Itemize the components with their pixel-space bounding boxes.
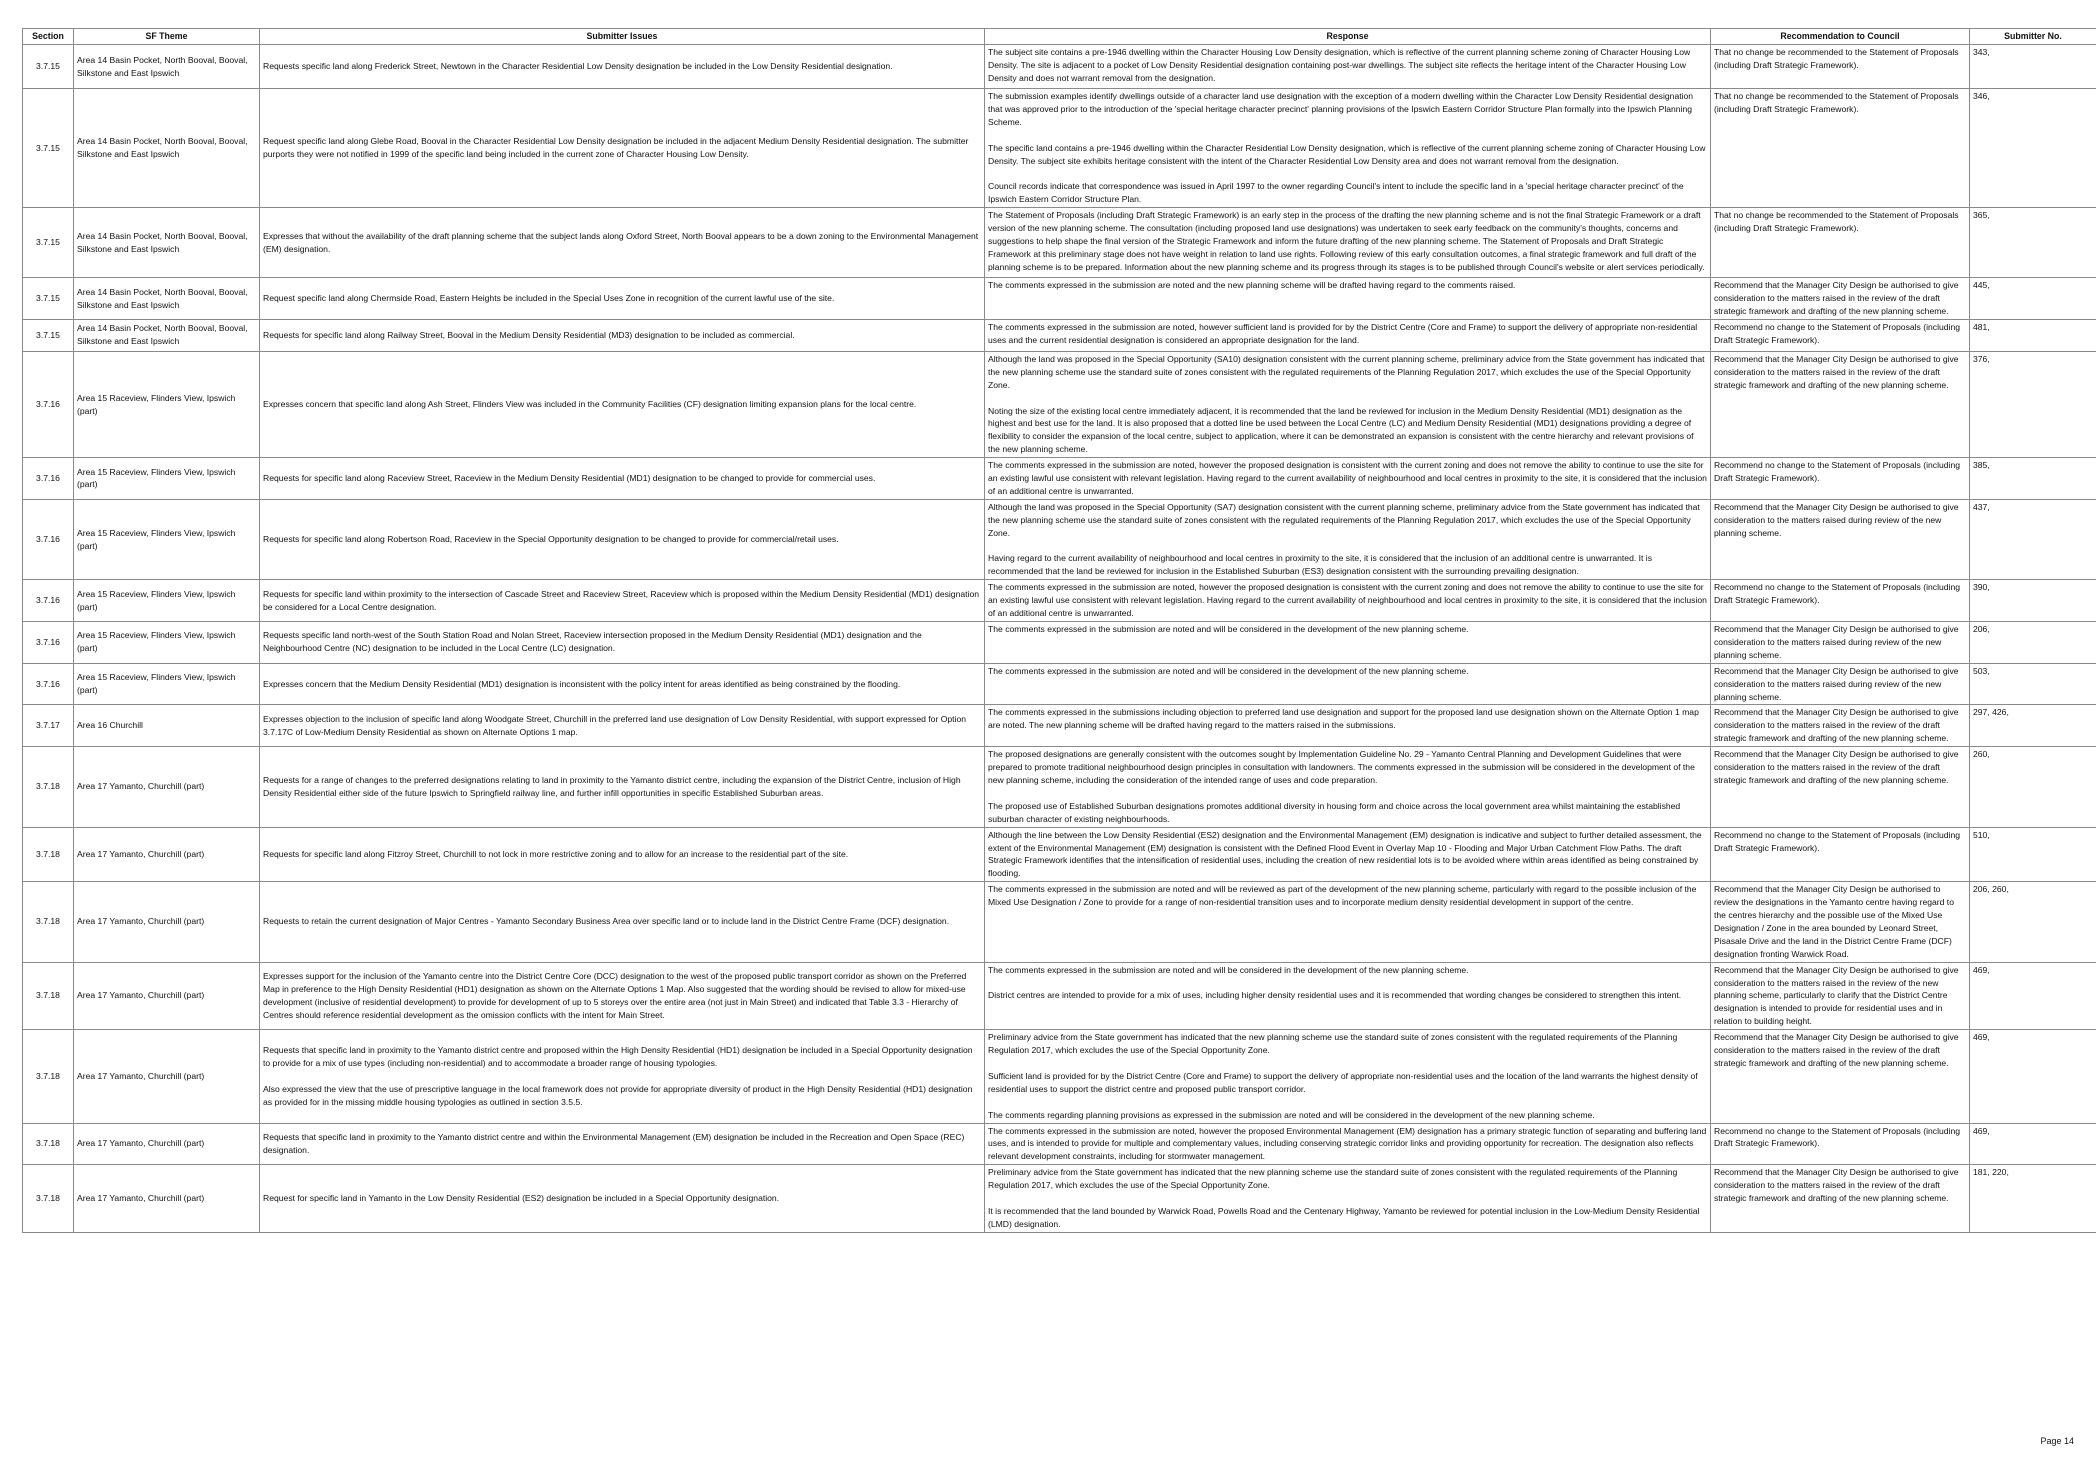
row-response: Preliminary advice from the State government has indicated that the new planning scheme use the standard suite of zones consistent with the regulated requirements of the Planning Regulation 2017, which excludes the use of the Special Opportunity Zone. Sufficient land is provided for by the District Centre (Core and Frame) to support the delivery of appropriate non-residential uses and the location of the land warrants the highest density of residential uses to support the district centre and proposed public transport corridor. The comments regarding planning provisions as expressed in the submission are noted and will be considered in the development of the new planning scheme. [985, 1030, 1711, 1123]
row-submitter-issues: Requests specific land along Frederick Street, Newtown in the Character Residential Low Density designation be included in the Low Density Residential designation. [260, 45, 985, 89]
row-submitter-no: 376, [1970, 351, 2096, 457]
row-response: Although the land was proposed in the Special Opportunity (SA10) designation consistent with the current planning scheme, preliminary advice from the State government has indicated that the new planning scheme use the standard suite of zones consistent with the regulated requirements of the Planning Regulation 2017, which excludes the use of the Special Opportunity Zone. Noting the size of the existing local centre immediately adjacent, it is recommended that the land be reviewed for inclusion in the Medium Density Residential (MD1) designation as the highest and best use for the land. It is also proposed that a dotted line be used between the Local Centre (LC) and Medium Density Residential (MD1) designations providing a degree of flexibility to consider the expansion of the local centre, subject to application, where it can be demonstrated an expansion is consistent with the centre hierarchy and relevant provisions of the new planning scheme. [985, 351, 1711, 457]
row-response: The comments expressed in the submission are noted and will be reviewed as part of the development of the new planning scheme, particularly with regard to the possible inclusion of the Mixed Use Designation / Zone to provide for a range of non-residential transition uses and to incorporate medium density residential development in support of the centre. [985, 882, 1711, 962]
row-recommendation: That no change be recommended to the Statement of Proposals (including Draft Strategic Framework). [1711, 45, 1970, 89]
row-response: The subject site contains a pre-1946 dwelling within the Character Housing Low Density designation, which is reflective of the current planning scheme zoning of Character Housing Low Density. The site is adjacent to a pocket of Low Density Residential designation containing post-war dwellings. The subject site reflects the heritage intent of the Character Housing Low Density and does not warrant removal from the designation. [985, 45, 1711, 89]
row-submitter-issues: Expresses objection to the inclusion of specific land along Woodgate Street, Churchill in the preferred land use designation of Low Density Residential, with support expressed for Option 3.7.17C of Low-Medium Density Residential as shown on Alternate Options 1 map. [260, 705, 985, 747]
row-response: Although the line between the Low Density Residential (ES2) designation and the Environmental Management (EM) designation is indicative and subject to further detailed assessment, the extent of the Environmental Management (EM) designation is consistent with the Defined Flood Event in Overlay Map 10 - Flooding and Major Urban Catchment Flow Paths. The draft Strategic Framework identifies that the intensification of residential uses, including the creation of new residential lots is to be avoided where within areas identified as being constrained by flooding. [985, 827, 1711, 882]
row-recommendation: Recommend that the Manager City Design be authorised to give consideration to the matters raised in the review of the new planning scheme, particularly to clarify that the District Centre designation is intended to provide for residential uses and in relation to building height. [1711, 962, 1970, 1030]
table-row [23, 663, 2096, 705]
row-submitter-issues: Request specific land along Glebe Road, Booval in the Character Residential Low Density designation be included in the adjacent Medium Density Residential designation. The submitter purports they were not notified in 1999 of the specific land being included in the current zone of Character Housing Low Density. [260, 89, 985, 208]
row-section: 3.7.18 [23, 827, 74, 882]
row-recommendation: Recommend that the Manager City Design be authorised to give consideration to the matters raised during review of the new planning scheme. [1711, 622, 1970, 664]
row-sf-theme: Area 15 Raceview, Flinders View, Ipswich (part) [74, 499, 260, 579]
row-submitter-no: 481, [1970, 319, 2096, 351]
row-response: The Statement of Proposals (including Draft Strategic Framework) is an early step in the process of the drafting the new planning scheme and is not the final Strategic Framework or a draft version of the new planning scheme. The consultation (including proposed land use designations) was undertaken to seek early feedback on the community's thoughts, concerns and suggestions to help shape the final version of the Strategic Framework and inform the future drafting of the new planning scheme. The Statement of Proposals and Draft Strategic Framework at this preliminary stage does not have weight in relation to land use rights. Following review of this early consultation outcomes, a final strategic framework and full draft of the planning scheme is to be prepared. Information about the new planning scheme and its progress through its stages is to be published through Council's website or alert services periodically. [985, 208, 1711, 278]
table-row [23, 319, 2096, 351]
row-submitter-issues: Requests for specific land within proximity to the intersection of Cascade Street and Raceview Street, Raceview which is proposed within the Medium Density Residential (MD1) designation be considered for a Local Centre designation. [260, 580, 985, 622]
row-section: 3.7.16 [23, 458, 74, 500]
row-sf-theme: Area 14 Basin Pocket, North Booval, Booval, Silkstone and East Ipswich [74, 278, 260, 320]
table-row [23, 499, 2096, 579]
row-section: 3.7.18 [23, 882, 74, 962]
row-sf-theme: Area 17 Yamanto, Churchill (part) [74, 882, 260, 962]
row-submitter-no: 469, [1970, 1030, 2096, 1123]
row-section: 3.7.16 [23, 622, 74, 664]
row-submitter-issues: Request specific land along Chermside Road, Eastern Heights be included in the Special Uses Zone in recognition of the current lawful use of the site. [260, 278, 985, 320]
row-sf-theme: Area 17 Yamanto, Churchill (part) [74, 962, 260, 1030]
table-row [23, 278, 2096, 320]
row-response: The comments expressed in the submission are noted and will be considered in the development of the new planning scheme. [985, 663, 1711, 705]
row-section: 3.7.18 [23, 1123, 74, 1165]
row-submitter-no: 346, [1970, 89, 2096, 208]
row-sf-theme: Area 16 Churchill [74, 705, 260, 747]
row-submitter-issues: Requests for specific land along Railway Street, Booval in the Medium Density Residential (MD3) designation to be included as commercial. [260, 319, 985, 351]
row-submitter-issues: Requests for specific land along Raceview Street, Raceview in the Medium Density Residential (MD1) designation to be changed to provide for commercial uses. [260, 458, 985, 500]
table-row [23, 747, 2096, 827]
row-section: 3.7.16 [23, 580, 74, 622]
row-response: Although the land was proposed in the Special Opportunity (SA7) designation consistent with the current planning scheme, preliminary advice from the State government has indicated that the new planning scheme use the standard suite of zones consistent with the regulated requirements of the Planning Regulation 2017, which excludes the use of the Special Opportunity Zone. Having regard to the current availability of neighbourhood and local centres in proximity to the site, it is considered that the inclusion of an additional centre is unwarranted. It is recommended that the land be reviewed for inclusion in the Established Suburban (ES3) designation consistent with the surrounding prevailing designation. [985, 499, 1711, 579]
row-section: 3.7.15 [23, 319, 74, 351]
row-submitter-no: 469, [1970, 1123, 2096, 1165]
row-submitter-no: 503, [1970, 663, 2096, 705]
row-submitter-no: 206, 260, [1970, 882, 2096, 962]
table-row [23, 45, 2096, 89]
row-section: 3.7.15 [23, 278, 74, 320]
row-recommendation: Recommend that the Manager City Design be authorised to give consideration to the matters raised in the review of the draft strategic framework and drafting of the new planning scheme. [1711, 747, 1970, 827]
header-recommendation: Recommendation to Council [1711, 29, 1970, 45]
table-row [23, 208, 2096, 278]
row-submitter-issues: Expresses concern that the Medium Density Residential (MD1) designation is inconsistent with the policy intent for areas identified as being constrained by the flooding. [260, 663, 985, 705]
row-recommendation: Recommend no change to the Statement of Proposals (including Draft Strategic Framework). [1711, 580, 1970, 622]
row-recommendation: Recommend no change to the Statement of Proposals (including Draft Strategic Framework). [1711, 827, 1970, 882]
row-response: The proposed designations are generally consistent with the outcomes sought by Implementation Guideline No. 29 - Yamanto Central Planning and Development Guidelines that were prepared to promote traditional neighbourhood design principles in consultation with landowners. The comments expressed in the submission will be considered in the development of the new planning scheme, including the consideration of the intended range of uses and code preparation. The proposed use of Established Suburban designations promotes additional diversity in housing form and choice across the local government area whilst maintaining the established suburban character of existing neighbourhoods. [985, 747, 1711, 827]
row-submitter-no: 297, 426, [1970, 705, 2096, 747]
row-section: 3.7.16 [23, 663, 74, 705]
row-submitter-issues: Requests that specific land in proximity to the Yamanto district centre and within the Environmental Management (EM) designation be included in the Recreation and Open Space (REC) designation. [260, 1123, 985, 1165]
row-response: The comments expressed in the submission are noted, however the proposed Environmental Management (EM) designation has a primary strategic function of separating and buffering land uses, and is intended to provide for multiple and complementary values, including conserving strategic corridor links and providing opportunity for recreation. The designation also reflects relevant development constraints, including for stormwater management. [985, 1123, 1711, 1165]
header-response: Response [985, 29, 1711, 45]
row-response: Preliminary advice from the State government has indicated that the new planning scheme use the standard suite of zones consistent with the regulated requirements of the Planning Regulation 2017, which excludes the use of the Special Opportunity Zone. It is recommended that the land bounded by Warwick Road, Powells Road and the Centenary Highway, Yamanto be reviewed for potential inclusion in the Low-Medium Density Residential (LMD) designation. [985, 1165, 1711, 1233]
row-submitter-issues: Expresses concern that specific land along Ash Street, Flinders View was included in the Community Facilities (CF) designation limiting expansion plans for the local centre. [260, 351, 985, 457]
row-submitter-issues: Request for specific land in Yamanto in the Low Density Residential (ES2) designation be included in a Special Opportunity designation. [260, 1165, 985, 1233]
row-recommendation: Recommend that the Manager City Design be authorised to give consideration to the matters raised during review of the new planning scheme. [1711, 499, 1970, 579]
row-submitter-issues: Requests that specific land in proximity to the Yamanto district centre and proposed within the High Density Residential (HD1) designation be included in a Special Opportunity designation to provide for a mix of use types (including non-residential) and to accommodate a broader range of housing typologies. Also expressed the view that the use of prescriptive language in the local framework does not provide for appropriate diversity of product in the High Density Residential (HD1) designation as provided for in the missing middle housing typologies as outlined in section 3.5.5. [260, 1030, 985, 1123]
row-recommendation: Recommend that the Manager City Design be authorised to give consideration to the matters raised in the review of the draft strategic framework and drafting of the new planning scheme. [1711, 278, 1970, 320]
document-sheet [22, 28, 2096, 1233]
row-submitter-no: 510, [1970, 827, 2096, 882]
row-recommendation: Recommend no change to the Statement of Proposals (including Draft Strategic Framework). [1711, 458, 1970, 500]
row-recommendation: Recommend that the Manager City Design be authorised to give consideration to the matters raised in the review of the draft strategic framework and drafting of the new planning scheme. [1711, 351, 1970, 457]
row-submitter-no: 260, [1970, 747, 2096, 827]
row-submitter-no: 343, [1970, 45, 2096, 89]
row-sf-theme: Area 17 Yamanto, Churchill (part) [74, 1123, 260, 1165]
row-section: 3.7.18 [23, 1030, 74, 1123]
row-sf-theme: Area 17 Yamanto, Churchill (part) [74, 827, 260, 882]
row-submitter-no: 469, [1970, 962, 2096, 1030]
row-recommendation: Recommend that the Manager City Design be authorised to give consideration to the matters raised in the review of the draft strategic framework and drafting of the new planning scheme. [1711, 1165, 1970, 1233]
row-sf-theme: Area 15 Raceview, Flinders View, Ipswich (part) [74, 622, 260, 664]
row-section: 3.7.15 [23, 208, 74, 278]
row-recommendation: Recommend that the Manager City Design be authorised to give consideration to the matters raised in the review of the draft strategic framework and drafting of the new planning scheme. [1711, 705, 1970, 747]
row-submitter-no: 390, [1970, 580, 2096, 622]
table-row [23, 89, 2096, 208]
table-row [23, 1165, 2096, 1233]
row-section: 3.7.18 [23, 1165, 74, 1233]
row-submitter-no: 437, [1970, 499, 2096, 579]
row-section: 3.7.18 [23, 747, 74, 827]
row-response: The comments expressed in the submission are noted, however sufficient land is provided for by the District Centre (Core and Frame) to support the delivery of appropriate non-residential uses and the current residential designation is considered an appropriate designation for the land. [985, 319, 1711, 351]
row-sf-theme: Area 15 Raceview, Flinders View, Ipswich (part) [74, 458, 260, 500]
table-header-row [23, 29, 2096, 45]
row-recommendation: Recommend no change to the Statement of Proposals (including Draft Strategic Framework). [1711, 319, 1970, 351]
table-row [23, 705, 2096, 747]
header-submitter-no: Submitter No. [1970, 29, 2096, 45]
header-section: Section [23, 29, 74, 45]
header-sf-theme: SF Theme [74, 29, 260, 45]
row-sf-theme: Area 17 Yamanto, Churchill (part) [74, 747, 260, 827]
row-submitter-no: 445, [1970, 278, 2096, 320]
row-response: The comments expressed in the submission are noted, however the proposed designation is consistent with the current zoning and does not remove the ability to continue to use the site for an existing lawful use consistent with relevant legislation. Having regard to the current availability of neighbourhood and local centres in proximity to the site, it is considered that the inclusion of an additional centre is unwarranted. [985, 580, 1711, 622]
row-submitter-no: 385, [1970, 458, 2096, 500]
table-row [23, 351, 2096, 457]
table-row [23, 882, 2096, 962]
row-section: 3.7.17 [23, 705, 74, 747]
row-submitter-issues: Expresses support for the inclusion of the Yamanto centre into the District Centre Core (DCC) designation to the west of the proposed public transport corridor as shown on the Preferred Map in preference to the High Density Residential (HD1) designation as shown on the Alternate Options 1 Map. Also suggested that the wording should be revised to allow for mixed-use development (inclusive of residential development) to provide for development of up to 5 storeys over the entire area (not just in Main Street) and indicated that Table 3.3 - Hierarchy of Centres should reference residential development as the omission conflicts with the intent for Main Street. [260, 962, 985, 1030]
row-response: The comments expressed in the submissions including objection to preferred land use designation and support for the proposed land use designation shown on the Alternate Option 1 map are noted. The new planning scheme will be drafted having regard to the matters raised in the submissions. [985, 705, 1711, 747]
page-number: Page 14 [2040, 1436, 2074, 1446]
table-row [23, 580, 2096, 622]
row-submitter-no: 206, [1970, 622, 2096, 664]
row-sf-theme: Area 15 Raceview, Flinders View, Ipswich (part) [74, 663, 260, 705]
row-submitter-issues: Requests for specific land along Robertson Road, Raceview in the Special Opportunity designation to be changed to provide for commercial/retail uses. [260, 499, 985, 579]
table-row [23, 458, 2096, 500]
row-section: 3.7.16 [23, 499, 74, 579]
row-submitter-issues: Requests for specific land along Fitzroy Street, Churchill to not lock in more restrictive zoning and to allow for an increase to the residential part of the site. [260, 827, 985, 882]
row-sf-theme: Area 14 Basin Pocket, North Booval, Booval, Silkstone and East Ipswich [74, 89, 260, 208]
row-response: The comments expressed in the submission are noted and will be considered in the development of the new planning scheme. [985, 622, 1711, 664]
row-sf-theme: Area 14 Basin Pocket, North Booval, Booval, Silkstone and East Ipswich [74, 45, 260, 89]
row-sf-theme: Area 17 Yamanto, Churchill (part) [74, 1030, 260, 1123]
row-response: The comments expressed in the submission are noted, however the proposed designation is consistent with the current zoning and does not remove the ability to continue to use the site for an existing lawful use consistent with relevant legislation. Having regard to the current availability of neighbourhood and local centres in proximity to the site, it is considered that the inclusion of an additional centre is unwarranted. [985, 458, 1711, 500]
row-sf-theme: Area 14 Basin Pocket, North Booval, Booval, Silkstone and East Ipswich [74, 208, 260, 278]
row-section: 3.7.16 [23, 351, 74, 457]
row-section: 3.7.15 [23, 45, 74, 89]
row-recommendation: Recommend that the Manager City Design be authorised to give consideration to the matters raised during review of the new planning scheme. [1711, 663, 1970, 705]
row-submitter-no: 365, [1970, 208, 2096, 278]
row-response: The comments expressed in the submission are noted and will be considered in the development of the new planning scheme. District centres are intended to provide for a mix of uses, including higher density residential uses and it is recommended that wording changes be considered to strengthen this intent. [985, 962, 1711, 1030]
row-sf-theme: Area 15 Raceview, Flinders View, Ipswich (part) [74, 351, 260, 457]
row-response: The submission examples identify dwellings outside of a character land use designation with the exception of a modern dwelling within the Character Low Density Residential designation that was approved prior to the introduction of the 'special heritage character precinct' planning provisions of the Ipswich Eastern Corridor Structure Plan formally into the Ipswich Planning Scheme. The specific land contains a pre-1946 dwelling within the Character Residential Low Density designation, which is reflective of the current planning scheme zoning of Character Housing Low Density. The subject site exhibits heritage consistent with the intent of the Character Residential Low Density area and does not warrant removal from the designation. Council records indicate that correspondence was issued in April 1997 to the owner regarding Council's intent to include the specific land in a 'special heritage character precinct' of the Ipswich Eastern Corridor Structure Plan. [985, 89, 1711, 208]
row-submitter-issues: Requests to retain the current designation of Major Centres - Yamanto Secondary Business Area over specific land or to include land in the District Centre Frame (DCF) designation. [260, 882, 985, 962]
row-submitter-issues: Requests specific land north-west of the South Station Road and Nolan Street, Raceview intersection proposed in the Medium Density Residential (MD1) designation and the Neighbourhood Centre (NC) designation to be included in the Local Centre (LC) designation. [260, 622, 985, 664]
row-recommendation: Recommend that the Manager City Design be authorised to give consideration to the matters raised in the review of the draft strategic framework and drafting of the new planning scheme. [1711, 1030, 1970, 1123]
row-response: The comments expressed in the submission are noted and the new planning scheme will be drafted having regard to the comments raised. [985, 278, 1711, 320]
row-sf-theme: Area 15 Raceview, Flinders View, Ipswich (part) [74, 580, 260, 622]
row-submitter-issues: Requests for a range of changes to the preferred designations relating to land in proximity to the Yamanto district centre, including the expansion of the District Centre, inclusion of High Density Residential either side of the future Ipswich to Springfield railway line, and further infill opportunities in specific Established Suburban areas. [260, 747, 985, 827]
row-section: 3.7.15 [23, 89, 74, 208]
submissions-table [22, 28, 2096, 1233]
table-row [23, 1030, 2096, 1123]
row-recommendation: Recommend no change to the Statement of Proposals (including Draft Strategic Framework). [1711, 1123, 1970, 1165]
row-sf-theme: Area 17 Yamanto, Churchill (part) [74, 1165, 260, 1233]
header-submitter-issues: Submitter Issues [260, 29, 985, 45]
row-sf-theme: Area 14 Basin Pocket, North Booval, Booval, Silkstone and East Ipswich [74, 319, 260, 351]
table-row [23, 962, 2096, 1030]
row-submitter-no: 181, 220, [1970, 1165, 2096, 1233]
row-submitter-issues: Expresses that without the availability of the draft planning scheme that the subject lands along Oxford Street, North Booval appears to be a down zoning to the Environmental Management (EM) designation. [260, 208, 985, 278]
table-row [23, 622, 2096, 664]
table-row [23, 1123, 2096, 1165]
row-recommendation: That no change be recommended to the Statement of Proposals (including Draft Strategic Framework). [1711, 208, 1970, 278]
row-section: 3.7.18 [23, 962, 74, 1030]
table-row [23, 827, 2096, 882]
row-recommendation: Recommend that the Manager City Design be authorised to review the designations in the Yamanto centre having regard to the centres hierarchy and the possible use of the Mixed Use Designation / Zone in the area bounded by Leonard Street, Pisasale Drive and the land in the District Centre Frame (DCF) designation fronting Warwick Road. [1711, 882, 1970, 962]
row-recommendation: That no change be recommended to the Statement of Proposals (including Draft Strategic Framework). [1711, 89, 1970, 208]
